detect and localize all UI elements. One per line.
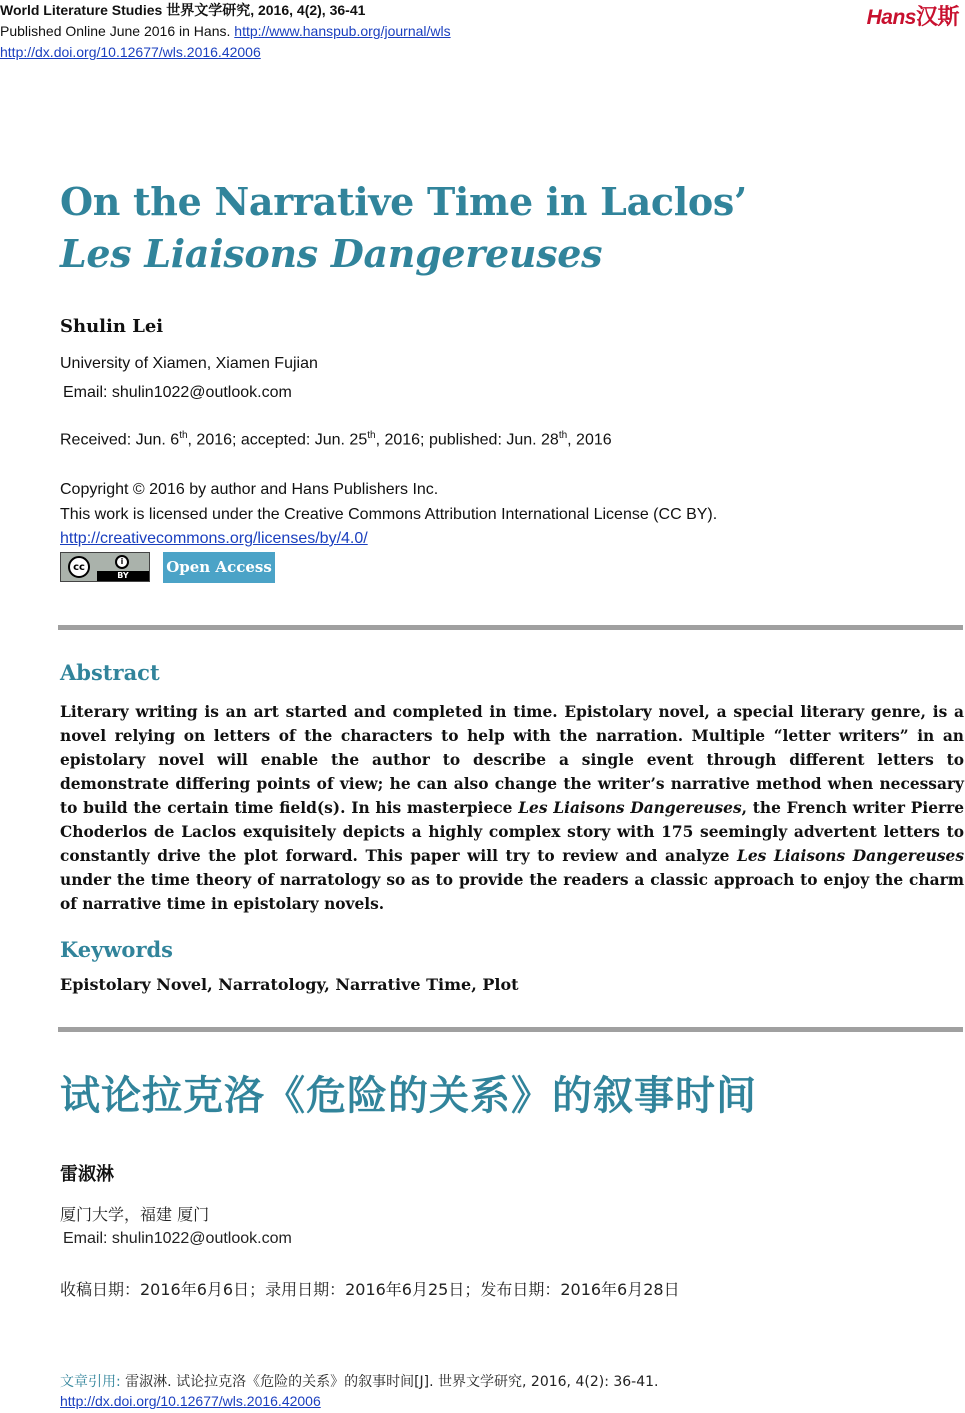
- license-link[interactable]: http://creativecommons.org/licenses/by/4.0/: [60, 530, 368, 547]
- license-url: [60, 530, 368, 548]
- author-name: Shulin Lei: [60, 316, 164, 337]
- journal-header: [0, 0, 451, 63]
- chinese-title: 试论拉克洛《危险的关系》的叙事时间: [60, 1073, 757, 1119]
- keywords-heading: Keywords: [60, 937, 174, 962]
- published-line: Published Online June 2016 in Hans. http://www.hanspub.org/journal/wls: [0, 23, 451, 39]
- chinese-email: Email: shulin1022@outlook.com: [63, 1230, 292, 1247]
- chinese-dates: 收稿日期：2016年6月6日；录用日期：2016年6月25日；发布日期：2016年6月28日: [60, 1280, 680, 1299]
- open-access-badge: Open Access: [163, 552, 275, 583]
- copyright-line: Copyright © 2016 by author and Hans Publishers Inc.: [60, 481, 439, 498]
- abstract-heading: Abstract: [60, 660, 160, 685]
- paper-title: [60, 176, 747, 280]
- attribution-icon: i: [115, 555, 129, 569]
- citation-doi-link[interactable]: http://dx.doi.org/10.12677/wls.2016.42006: [60, 1393, 321, 1409]
- citation-text: 雷淑淋. 试论拉克洛《危险的关系》的叙事时间[J]. 世界文学研究, 2016, 4(2): 36-41.: [125, 1374, 659, 1390]
- license-statement: This work is licensed under the Creative Commons Attribution International License (CC BY).: [60, 506, 718, 523]
- hans-logo: Hans汉斯: [866, 4, 959, 29]
- author-email: Email: shulin1022@outlook.com: [63, 384, 292, 401]
- title-line-2: Les Liaisons Dangereuses: [60, 231, 603, 276]
- journal-link[interactable]: http://www.hanspub.org/journal/wls: [234, 23, 451, 39]
- chinese-affiliation: 厦门大学，福建 厦门: [60, 1205, 210, 1224]
- abstract-body: Literary writing is an art started and completed in time. Epistolary novel, a special literary genre, is a novel relying on letters of the characters to help with the narration. Multiple “letter writers” in an epistolary novel will enable the author to describe a single event through different letters to demonstrate differing points of view; he can also change the writer’s narrative method when necessary to build the certain time field(s). In his masterpiece Les Liaisons Dangereuses, the French writer Pierre Choderlos de Laclos exquisitely depicts a highly complex story with 175 seemingly advertent letters to constantly drive the plot forward. This paper will try to review and analyze Les Liaisons Dangereuses under the time theory of narratology so as to provide the readers a classic approach to enjoy the charm of narrative time in epistolary novels.: [60, 703, 965, 913]
- journal-line: World Literature Studies 世界文学研究, 2016, 4(2), 36-41: [0, 2, 366, 18]
- chinese-author: 雷淑淋: [60, 1164, 114, 1185]
- header-doi-link[interactable]: http://dx.doi.org/10.12677/wls.2016.42006: [0, 44, 261, 60]
- cc-icon: cc: [68, 556, 90, 578]
- divider-bottom: [58, 1027, 963, 1032]
- citation-doi: [60, 1393, 321, 1409]
- title-line-1: On the Narrative Time in Laclos’: [60, 179, 747, 224]
- divider-top: [58, 625, 963, 630]
- cc-by-badge[interactable]: [60, 552, 150, 582]
- by-label: BY: [97, 571, 149, 581]
- keywords-text: Epistolary Novel, Narratology, Narrative Time, Plot: [60, 975, 519, 994]
- citation: [60, 1371, 659, 1391]
- publication-dates: Received: Jun. 6th, 2016; accepted: Jun. 25th, 2016; published: Jun. 28th, 2016: [60, 430, 612, 449]
- header-doi: [0, 42, 451, 63]
- author-affiliation: University of Xiamen, Xiamen Fujian: [60, 355, 318, 372]
- citation-label: 文章引用:: [60, 1374, 126, 1390]
